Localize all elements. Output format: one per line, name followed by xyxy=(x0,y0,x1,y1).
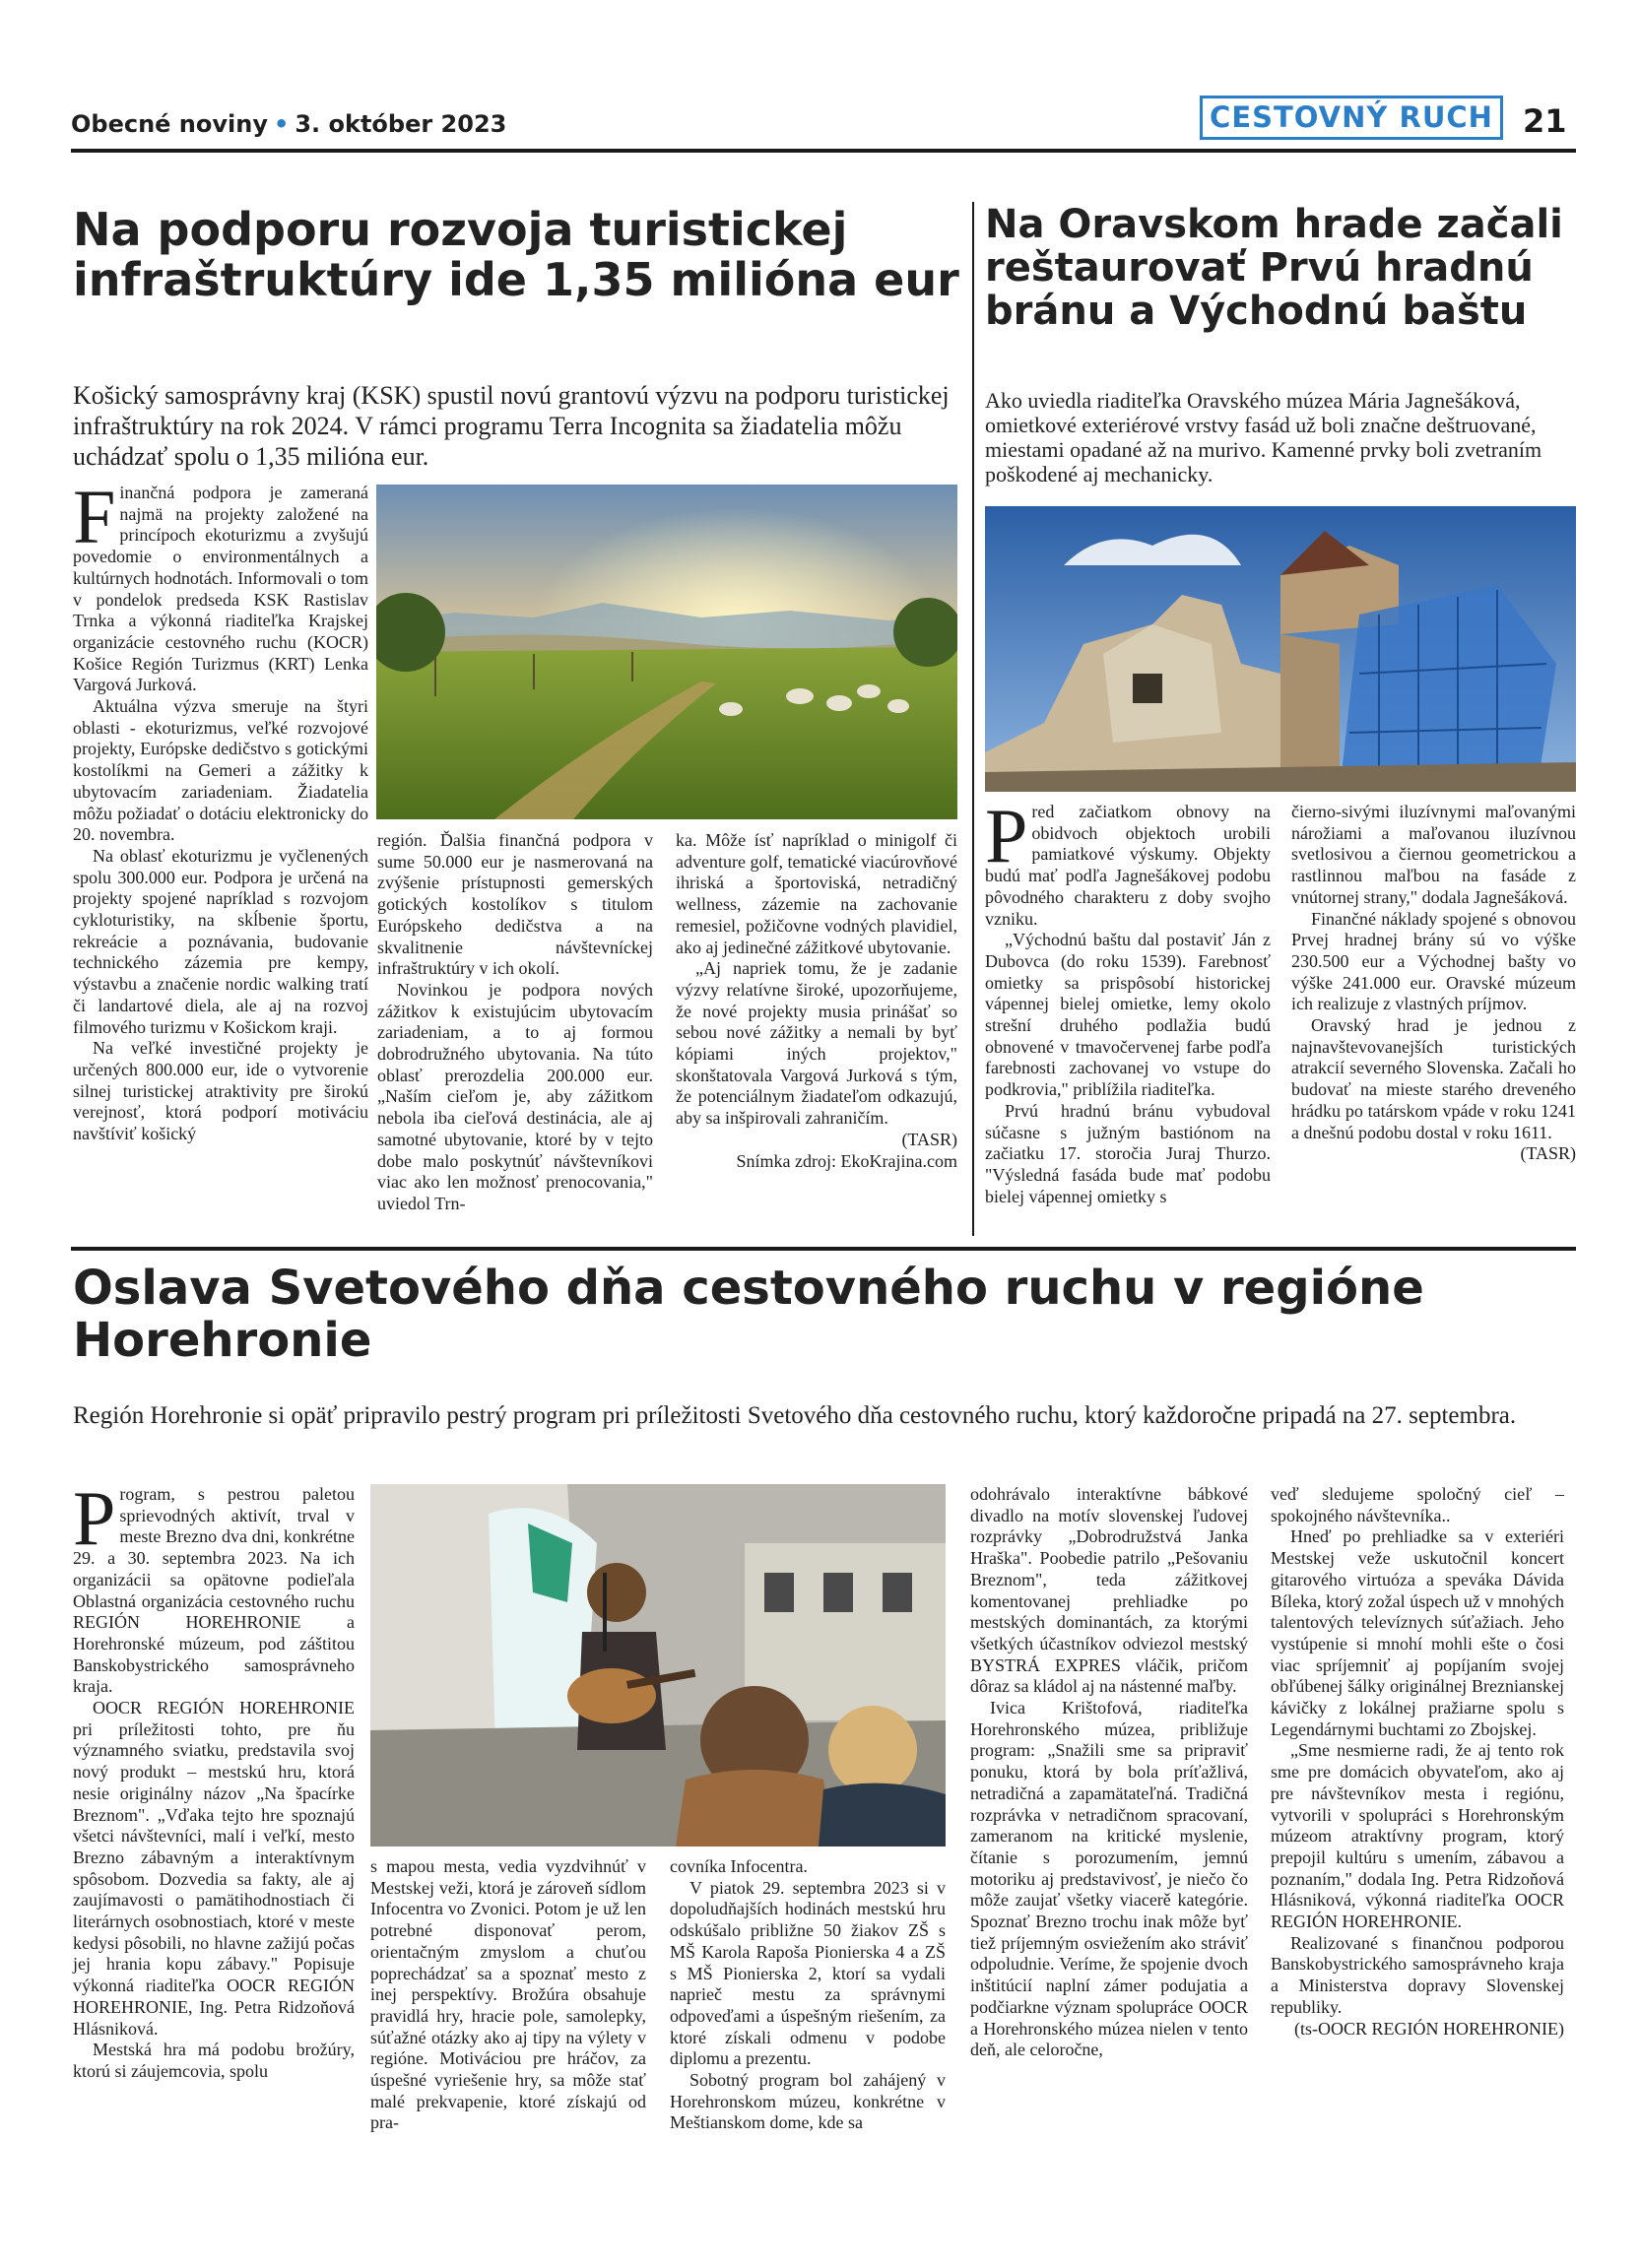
castle-photo xyxy=(985,506,1576,792)
article3-column-2: s mapou mesta, vedia vyzdvihnúť v Mestskej veži, ktorá je zároveň sídlom Infocentra vo Zvonici. Potom je už len potrebné disponovať perom, orientačným zmyslom a chuťou poprechádzať sa a spoznať mesto z inej perspektívy. Brožúra obsahuje pravidlá hry, hracie pole, samolepky, súťažné otázky ako aj tipy na výlety v regióne. Motiváciou pre hráčov, za úspešné vyriešenie hry, sa môže stať malé prekvapenie, ktoré získajú od pra- xyxy=(370,1856,646,2133)
article1-title: Na podporu rozvoja turistickej infraštruktúry ide 1,35 milióna eur xyxy=(73,203,959,306)
article2-title: Na Oravskom hrade začali reštaurovať Prvú hradnú bránu a Východnú baštu xyxy=(985,202,1563,334)
article3-lead: Región Horehronie si opäť pripravilo pestrý program pri príležitosti Svetového dňa cestovného ruchu, ktorý každoročne pripadá na 27. septembra. xyxy=(73,1402,1517,1429)
section-rule xyxy=(71,1247,1576,1251)
meadow-photo xyxy=(376,485,957,819)
header-rule xyxy=(71,149,1576,153)
paper-name: Obecné noviny xyxy=(71,110,268,138)
article2-lead: Ako uviedla riaditeľka Oravského múzea Mária Jagnešáková, omietkové exteriérové vrstvy fasád už boli značne deštruované, miestami opadané až na murivo. Kamenné prvky boli zvetraním poškodené aj mechanicky. xyxy=(985,388,1542,486)
article3-source: (ts-OOCR REGIÓN HOREHRONIE) xyxy=(1294,2018,1564,2039)
masthead xyxy=(71,110,506,138)
issue-date: 3. október 2023 xyxy=(295,110,507,138)
separator-dot: • xyxy=(273,110,290,138)
article1-lead: Košický samosprávny kraj (KSK) spustil novú grantovú výzvu na podporu turistickej infraštruktúry na rok 2024. V rámci programu Terra Incognita sa žiadatelia môžu uchádzať spolu o 1,35 milióna eur. xyxy=(73,381,950,471)
section-label: CESTOVNÝ RUCH xyxy=(1200,96,1503,140)
column-divider xyxy=(972,202,974,1236)
article1-column-1: Finančná podpora je zameraná najmä na projekty založené na princípoch ekoturizmu a zvyšujú povedomie o environmentálnych a kultúrnych hodnotách. Informovali o tom v pondelok predseda KSK Rastislav Trnka a výkonná riaditeľka Krajskej organizácie cestovného ruchu (KOCR) Košice Región Turizmus (KRT) Lenka Vargová Jurková. Aktuálna výzva smeruje na štyri oblasti - ekoturizmus, veľké rozvojové projekty, Európske dedičstvo s gotickými kostolíkmi na Gemeri a zážitky k ubytovacím zariadeniam. Žiadatelia môžu požiadať o dotáciu elektronicky do 20. novembra. Na oblasť ekoturizmu je vyčlenených spolu 300.000 eur. Podpora je určená na projekty spojené napríklad s rozvojom cykloturistiky, na skĺbenie športu, rekreácie a poznávania, budovanie technického zázemia pre kempy, výstavbu a značenie nordic walking tratí či landartové diela, ale aj na rozvoj filmového turizmu v Košickom kraji. Na veľké investičné projekty je určených 800.000 eur, ide o vytvorenie silnej turistickej atraktivity pre širokú verejnosť, ktorá podporí motiváciu navštíviť košický xyxy=(73,474,368,1144)
article3-column-5: veď sledujeme spoločný cieľ – spokojného návštevníka.. Hneď po prehliadke sa v exteriéri Mestskej veže uskutočnil koncert gitarového virtuóza a speváka Dávida Bíleka, ktorý zožal úspech už v mnohých talentových televíznych súťažiach. Jeho vystúpenie si mnohí mohli ešte o čosi viac spríjemniť aj popíjaním svojej obľúbenej šálky originálnej Breznianskej kávičky z lokálnej pražiarne spolu s Legendárnymi buchtami zo Zbojskej. „Sme nesmierne radi, že aj tento rok sme pre domácich obyvateľom, ako aj pre návštevníkov mesta i regiónu, vytvorili v spolupráci s Horehronským múzeom atraktívny program, ktorý prepojil kultúru s umením, zábavou a poznaním," dodala Ing. Petra Ridzoňová Hlásniková, výkonná riaditeľka OOCR REGIÓN HOREHRONIE. Realizované s finančnou podporou Banskobystrického samosprávneho kraja a Ministerstva dopravy Slovenskej republiky. (ts-OOCR REGIÓN HOREHRONIE) xyxy=(1271,1484,1564,2039)
article2-source: (TASR) xyxy=(1520,1143,1576,1164)
drop-cap: F xyxy=(73,474,116,559)
article3-column-1: Program, s pestrou paletou sprievodných aktivít, trval v meste Brezno dva dni, konkrétne 29. a 30. septembra 2023. Na ich organizácii sa opätovne podieľala Oblastná organizácia cestovného ruchu REGIÓN HOREHRONIE a Horehronské múzeum, pod záštitou Banskobystrického samosprávneho kraja. OOCR REGIÓN HOREHRONIE pri príležitosti tohto, pre ňu významného sviatku, predstavila svoj nový produkt – mestskú hru, ktorá nesie originálny názov „Na špacírke Breznom". „Vďaka tejto hre spoznajú všetci návštevníci, malí i veľkí, mesto Brezno zábavným a interaktívnym spôsobom. Dozvedia sa fakty, ale aj zaujímavosti o pamätihodnostiach či literárnych osobnostiach, ktoré v meste kedysi pôsobili, no hlavne zažijú počas jej hrania kopu zábavy." Popisuje výkonná riaditeľka OOCR REGIÓN HOREHRONIE, Ing. Petra Ridzoňová Hlásniková. Mestská hra má podobu brožúry, ktorú si záujemcovia, spolu xyxy=(73,1475,355,2081)
article3-column-3: covníka Infocentra. V piatok 29. septembra 2023 si v dopoludňajších hodinách mestskú hru odskúšalo približne 50 žiakov ZŠ s MŠ Karola Rapoša Pionierska 4 a ZŠ s MŠ Pionierska 2, ktorí sa vydali naprieč mestu za správnymi odpoveďami a úspešným riešením, za ktoré získali odmenu v podobe diplomu a prezentu. Sobotný program bol zahájený v Horehronskom múzeu, konkrétne v Meštianskom dome, kde sa xyxy=(670,1856,946,2133)
article2-column-1: Pred začiatkom obnovy na obidvoch objektoch urobili pamiatkové výskumy. Objekty budú mať podľa Jagnešákovej podobu pôvodného charakteru z doby svojho vzniku. „Východnú baštu dal postaviť Ján z Dubovca (do roku 1539). Farebnosť omietky sa prispôsobí historickej vápennej bielej omietke, lemy okolo strešní druhého podlažia budú obnovené v tmavočervenej farbe podľa farebnosti zachovanej vo vstupe do podkrovia," priblížila riaditeľka. Prvú hradnú bránu vybudoval súčasne s južným bastiónom na začiatku 17. storočia Juraj Thurzo. "Výsledná fasáda bude mať podobu bielej vápennej omietky s xyxy=(985,793,1271,1206)
article1-column-2: región. Ďalšia finančná podpora v sume 50.000 eur je nasmerovaná na zvýšenie prístupnosti gemerských gotických kostolíkov s titulom Európskeho dedičstva a na skvalitnenie návštevníckej infraštruktúry v ich okolí. Novinkou je podpora nových zážitkov k existujúcim ubytovacím zariadeniam, a to aj formou dobrodružného ubytovania. Na túto oblasť prerozdelia 200.000 eur. „Naším cieľom je, aby zážitkom nebola iba cieľová destinácia, ale aj samotné ubytovanie, ktoré by v tejto dobe malo poskytnúť návštevníkovi viac ako len možnosť prenocovania," uviedol Trn- xyxy=(377,830,653,1213)
article3-title: Oslava Svetového dňa cestovného ruchu v regióne Horehronie xyxy=(73,1261,1424,1368)
concert-photo xyxy=(370,1484,946,1847)
article1-column-3: ka. Môže ísť napríklad o minigolf či adventure golf, tematické viacúrovňové ihriská a športoviská, netradičný wellness, zázemie na zachovanie remesiel, požičovne vodných plavidiel, ako aj jedinečné zážitkové ubytovanie. „Aj napriek tomu, že je zadanie výzvy relatívne široké, upozorňujeme, že nové projekty musia prinášať so sebou nové zážitky a nemali by byť kópiami iných projektov," skonštatovala Vargová Jurková s tým, že potenciálnym žiadateľom odkazujú, aby sa inšpirovali zahraničím. (TASR) Snímka zdroj: EkoKrajina.com xyxy=(676,830,957,1171)
article1-source: (TASR) xyxy=(901,1129,957,1149)
drop-cap: P xyxy=(73,1475,116,1561)
page-number: 21 xyxy=(1523,102,1567,140)
drop-cap: P xyxy=(985,793,1028,878)
photo-credit: Snímka zdroj: EkoKrajina.com xyxy=(736,1150,957,1171)
article2-column-2: čierno-sivými iluzívnymi maľovanými nárožiami a maľovanou iluzívnou svetlosivou a čiernou geometrickou a rastlinnou maľbou na fasáde z vnútornej strany," dodala Jagnešáková. Finančné náklady spojené s obnovou Prvej hradnej brány sú vo výške 230.500 eur a Východnej bašty vo výške 241.000 eur. Oravské múzeum ich realizuje z vlastných príjmov. Oravský hrad je jednou z najnavštevovanejších turistických atrakcií severného Slovenska. Začali ho budovať na mieste starého dreveného hrádku po tatárskom vpáde v roku 1241 a dnešnú podobu dostal v roku 1611. (TASR) xyxy=(1291,802,1576,1164)
article3-column-4: odohrávalo interaktívne bábkové divadlo na motív slovenskej ľudovej rozprávky „Dobrodružstvá Janka Hraška". Poobedie patrilo „Pešovaniu Breznom", teda zážitkovej komentovanej prehliadke po mestských dominantách, za ktorými všetkých účastníkov odviezol mestský BYSTRÁ EXPRES vláčik, pričom dôraz sa kládol aj na nástenné maľby. Ivica Krištofová, riaditeľka Horehronského múzea, približuje program: „Snažili sme sa pripraviť ponuku, ktorá by bola príťažlivá, netradičná a zapamätateľná. Tradičná rozprávka v netradičnom spracovaní, zameranom na kritické myslenie, čítanie s porozumením, jemnú motoriku aj predstavivosť, je niečo čo môže zaujať všetky viacerě kategórie. Spoznať Brezno trochu inak môže byť tiež príjemným osviežením ako stráviť odpoludnie. Veríme, že spojenie dvoch inštitúcií naplní zámer podujatia a podčiarkne význam spolupráce OOCR a Horehronského múzea nielen v tento deň, ale celoročne, xyxy=(970,1484,1248,2060)
